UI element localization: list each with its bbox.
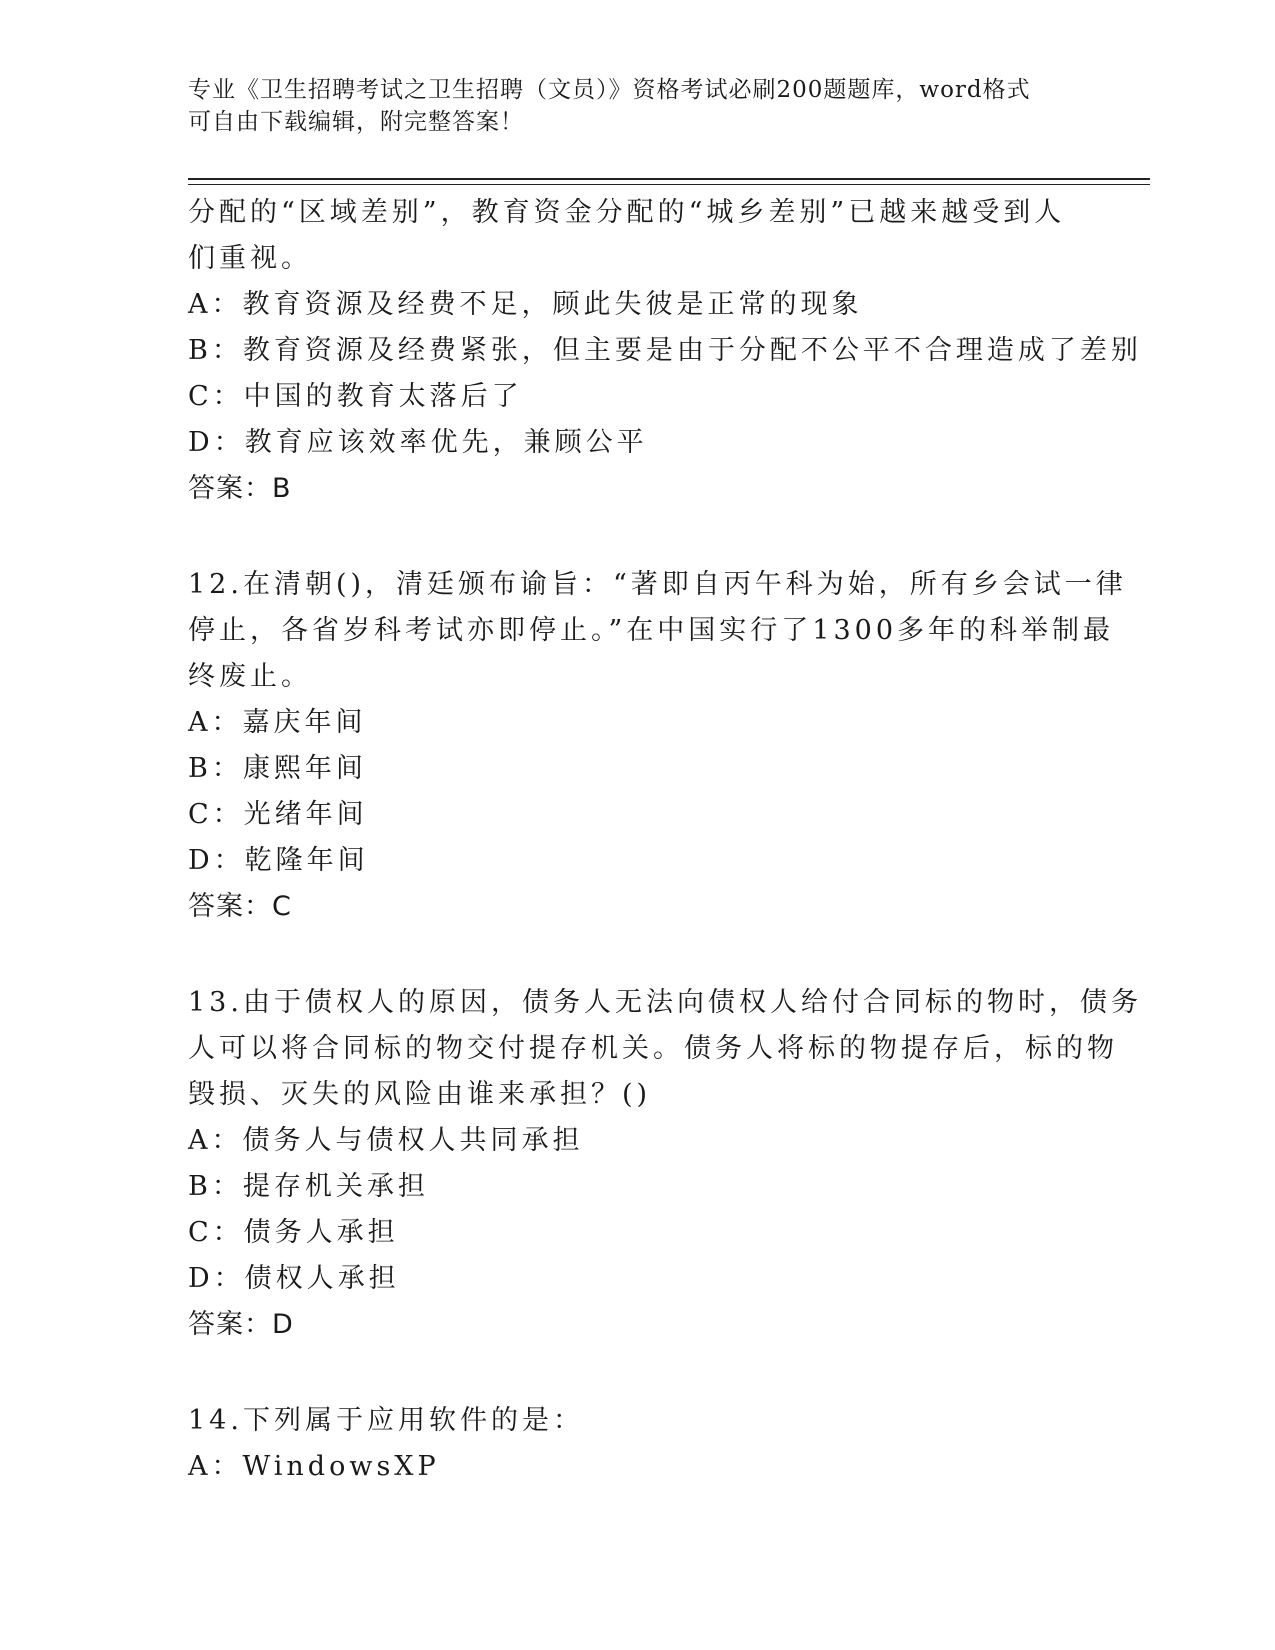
- question-text-line: 毁损、灭失的风险由谁来承担？(): [188, 1079, 652, 1110]
- question-text-line: 14.下列属于应用软件的是：: [188, 1405, 584, 1436]
- question-block-14: [188, 1398, 1088, 1490]
- question-block-continued: [188, 190, 1142, 512]
- option-d: D：乾隆年间: [188, 845, 369, 876]
- question-text-line: 们重视。: [188, 243, 312, 274]
- question-text-line: 人可以将合同标的物交付提存机关。债务人将标的物提存后，标的物: [188, 1033, 1118, 1064]
- option-b: B：康熙年间: [188, 753, 367, 784]
- question-text-line: 12.在清朝()，清廷颁布谕旨：“著即自丙午科为始，所有乡会试一律: [188, 569, 1127, 600]
- option-a: A：教育资源及经费不足，顾此失彼是正常的现象: [188, 289, 863, 320]
- header-title-line-2: 可自由下载编辑，附完整答案！: [188, 109, 524, 135]
- option-d: D：教育应该效率优先，兼顾公平: [188, 427, 648, 458]
- question-text-line: 13.由于债权人的原因，债务人无法向债权人给付合同标的物时，债务: [188, 987, 1142, 1018]
- question-text-line: 终废止。: [188, 661, 312, 692]
- answer-line: 答案：D: [188, 1309, 294, 1340]
- answer-line: 答案：B: [188, 473, 292, 504]
- option-a: A：嘉庆年间: [188, 707, 367, 738]
- question-text-line: 停止，各省岁科考试亦即停止。”在中国实行了1300多年的科举制最: [188, 615, 1115, 646]
- option-b: B：教育资源及经费紧张，但主要是由于分配不公平不合理造成了差别: [188, 335, 1142, 366]
- question-list: [188, 190, 1142, 1490]
- option-c: C：中国的教育太落后了: [188, 381, 523, 412]
- option-c: C：光绪年间: [188, 799, 368, 830]
- document-header: [188, 74, 1088, 138]
- question-block-12: [188, 562, 1127, 930]
- option-a: A：债务人与债权人共同承担: [188, 1125, 584, 1156]
- option-d: D：债权人承担: [188, 1263, 400, 1294]
- option-a: A：WindowsXP: [188, 1451, 440, 1482]
- question-block-13: [188, 980, 1142, 1348]
- header-divider-thin: [188, 184, 1150, 185]
- option-b: B：提存机关承担: [188, 1171, 429, 1202]
- question-text-line: 分配的“区域差别”，教育资金分配的“城乡差别”已越来越受到人: [188, 197, 1066, 228]
- header-title-line-1: 专业《卫生招聘考试之卫生招聘（文员）》资格考试必刷200题题库，word格式: [188, 77, 1031, 103]
- answer-line: 答案：C: [188, 891, 292, 922]
- option-c: C：债务人承担: [188, 1217, 399, 1248]
- header-divider-thick: [188, 178, 1150, 180]
